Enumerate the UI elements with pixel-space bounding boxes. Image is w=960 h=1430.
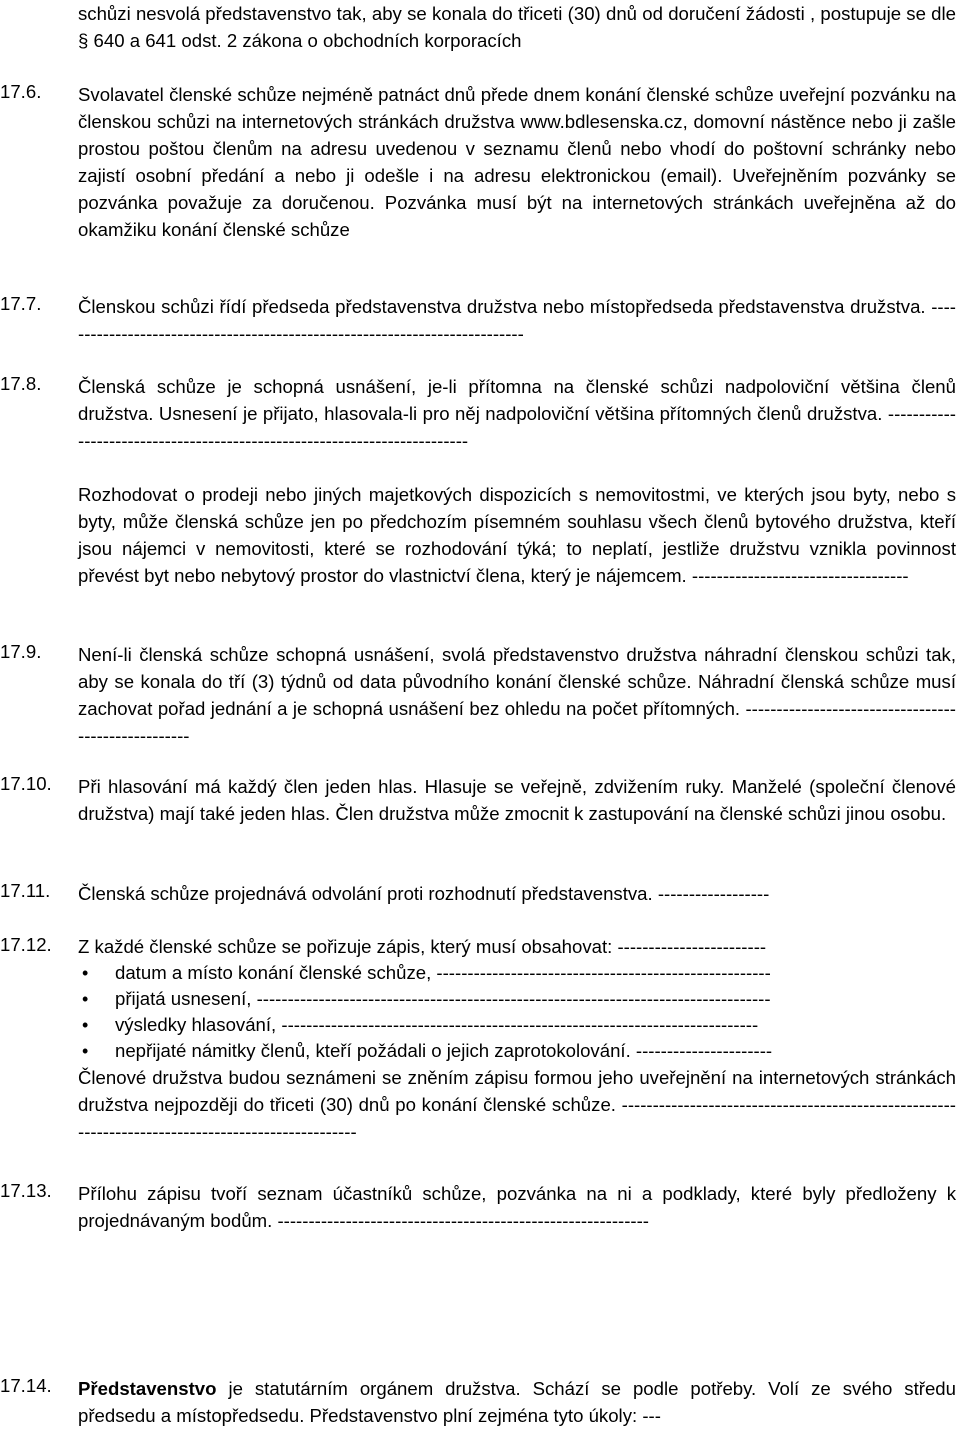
section-number: 17.9.	[0, 641, 42, 662]
section-body	[78, 934, 956, 1145]
list-item: • nepřijaté námitky členů, kteří požádali o jejich zaprotokolování. ----------------------	[78, 1038, 956, 1064]
list-item: • datum a místo konání členské schůze, ------------------------------------------------------	[78, 960, 956, 986]
section-number: 17.12.	[0, 934, 52, 955]
paragraph-text: Při hlasování má každý člen jeden hlas. Hlasuje se veřejně, zdvižením ruky. Manželé (společní členové družstva) mají také jeden hlas. Člen družstva může zmocnit k zastupování na členské schůzi jinou osobu.	[78, 776, 956, 824]
section-number: 17.6.	[0, 81, 42, 102]
section-number: 17.10.	[0, 773, 52, 794]
section-number: 17.14.	[0, 1375, 52, 1396]
paragraph-text: Členská schůze projednává odvolání proti rozhodnutí představenstva. ------------------	[78, 883, 770, 904]
list-item: • výsledky hlasování, -----------------------------------------------------------------------------	[78, 1012, 956, 1038]
paragraph-text: Členové družstva budou seznámeni se zněním zápisu formou jeho uveřejnění na internetových stránkách družstva nejpozději do třiceti (30) dnů po konání členské schůze. ---------------------------------------------------------------------------------------------------	[78, 1067, 956, 1142]
paragraph-text: Rozhodovat o prodeji nebo jiných majetkových dispozicích s nemovitostmi, ve kterých jsou byty, nebo s byty, může členská schůze jen po předchozím písemném souhlasu všech členů bytového družstva, kteří jsou nájemci v nemovitosti, které se rozhodování týká; to neplatí, jestliže družstvu vznikla povinnost převést byt nebo nebytový prostor do vlastnictví člena, který je nájemcem. -----------------------------------	[78, 484, 956, 586]
paragraph-text: Přílohu zápisu tvoří seznam účastníků schůze, pozvánka na ni a podklady, které byly předloženy k projednávaným bodům. ------------------------------------------------------------	[78, 1183, 956, 1231]
section-number: 17.11.	[0, 880, 51, 901]
paragraph-text	[78, 1375, 956, 1429]
section-number: 17.13.	[0, 1180, 52, 1201]
section-number: 17.8.	[0, 373, 42, 394]
paragraph-text: Není-li členská schůze schopná usnášení, svolá představenstvo družstva náhradní členskou schůzi tak, aby se konala do tří (3) týdnů od data původního konání členské schůze. Náhradní členská schůze musí zachovat pořad jednání a je schopná usnášení bez ohledu na počet přítomných. ----------------------------------------------------	[78, 644, 956, 746]
paragraph-rest: je statutárním orgánem družstva. Schází se podle potřeby. Volí ze svého středu předsedu a místopředsedu. Představenstvo plní zejména tyto úkoly: ---	[78, 1378, 956, 1426]
bold-term: Představenstvo	[78, 1378, 217, 1399]
paragraph-text: Z každé členské schůze se pořizuje zápis, který musí obsahovat: ------------------------	[78, 936, 767, 957]
paragraph-text: Členskou schůzi řídí předseda představenstva družstva nebo místopředseda představenstva družstva. ----------------------------------------------------------------------------	[78, 296, 956, 344]
section-number: 17.7.	[0, 293, 42, 314]
bullet-list	[78, 960, 956, 1064]
paragraph-text: Svolavatel členské schůze nejméně patnáct dnů přede dnem konání členské schůze uveřejní pozvánku na členskou schůzi na internetových stránkách družstva www.bdlesenska.cz, domovní nástěnce nebo ji zašle prostou poštou členům na adresu uvedenou v seznamu členů nebo vhodí do poštovní schránky nebo zajistí osobní předání a nebo ji odešle i na adresu elektronickou (email). Uveřejněním pozvánky se pozvánka považuje za doručenou. Pozvánka musí být na internetových stránkách uveřejněna až do okamžiku konání členské schůze	[78, 84, 956, 240]
paragraph-text: Členská schůze je schopná usnášení, je-li přítomna na členské schůzi nadpoloviční většina členů družstva. Usnesení je přijato, hlasovala-li pro něj nadpoloviční většina přítomných členů družstva. --------------------------------------------------------------------------	[78, 376, 956, 451]
list-item: • přijatá usnesení, -----------------------------------------------------------------------------------	[78, 986, 956, 1012]
paragraph-text: schůzi nesvolá představenstvo tak, aby se konala do třiceti (30) dnů od doručení žádosti , postupuje se dle § 640 a 641 odst. 2 zákona o obchodních korporacích	[78, 3, 956, 51]
